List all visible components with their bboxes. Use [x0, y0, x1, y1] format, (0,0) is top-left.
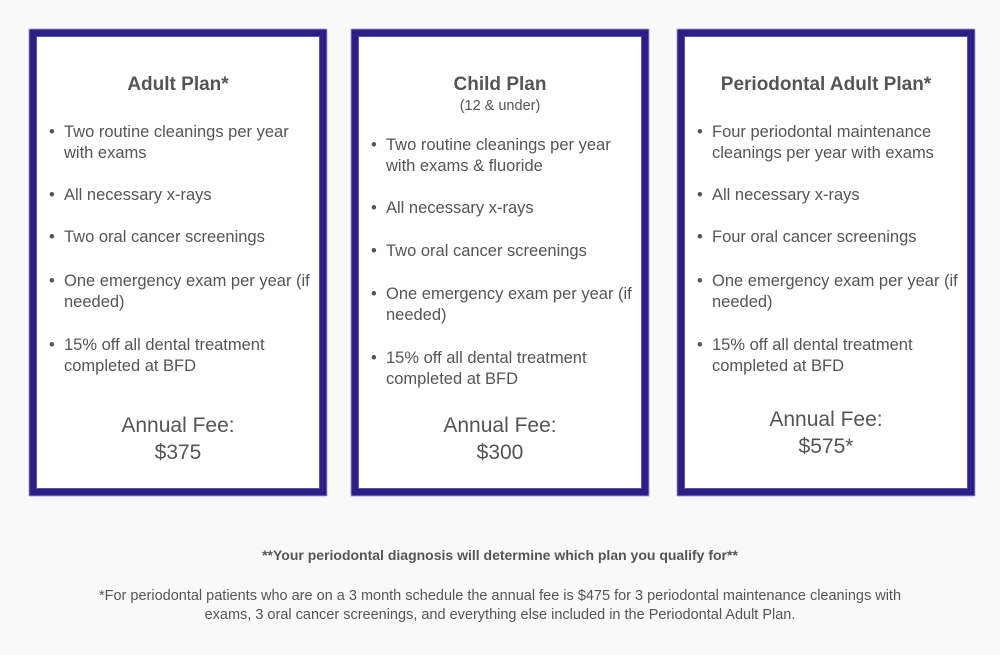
- plan-title: Child Plan: [453, 74, 547, 95]
- plan-benefit: • Two oral cancer screenings: [48, 227, 310, 248]
- periodontal-diagnosis-note: **Your periodontal diagnosis will determine which plan you qualify for**: [262, 547, 738, 563]
- plan-benefit: • Four periodontal maintenance cleanings per year with exams: [696, 122, 958, 164]
- annual-fee-label: Annual Fee:: [443, 414, 557, 437]
- plan-benefit: • All necessary x-rays: [48, 185, 310, 206]
- footnote: *For periodontal patients who are on a 3 month schedule the annual fee is $475 for 3 periodontal maintenance cleanings with exams, 3 oral cancer screenings, and everything else included in the Periodontal Adult Plan.: [98, 588, 902, 623]
- plan-benefit: • 15% off all dental treatment completed at BFD: [370, 348, 632, 390]
- plan-benefit: • One emergency exam per year (if needed): [370, 284, 632, 326]
- annual-fee-label: Annual Fee:: [121, 414, 235, 437]
- plan-benefit: • One emergency exam per year (if needed): [48, 271, 310, 313]
- annual-fee-amount: $575*: [798, 435, 854, 458]
- annual-fee-label: Annual Fee:: [769, 408, 883, 431]
- annual-fee-amount: $375: [154, 441, 202, 464]
- plan-benefit: • Four oral cancer screenings: [696, 227, 958, 248]
- plan-benefit: • Two routine cleanings per year with exams: [48, 122, 310, 164]
- plan-benefit: • All necessary x-rays: [370, 198, 632, 219]
- plan-title: Periodontal Adult Plan*: [720, 74, 932, 95]
- plan-subtitle: (12 & under): [459, 98, 541, 114]
- plan-benefit: • All necessary x-rays: [696, 185, 958, 206]
- plan-benefit: • 15% off all dental treatment completed at BFD: [48, 335, 310, 377]
- plan-benefit: • 15% off all dental treatment completed at BFD: [696, 335, 958, 377]
- plan-benefit: • Two oral cancer screenings: [370, 241, 632, 262]
- periodontal-adult-plan-card: [678, 30, 974, 495]
- annual-fee-amount: $300: [476, 441, 524, 464]
- child-plan-card: [352, 30, 648, 495]
- plan-benefit: • Two routine cleanings per year with exams & fluoride: [370, 135, 632, 177]
- adult-plan-card: [30, 30, 326, 495]
- plan-title: Adult Plan*: [127, 74, 229, 95]
- plan-benefit: • One emergency exam per year (if needed): [696, 271, 958, 313]
